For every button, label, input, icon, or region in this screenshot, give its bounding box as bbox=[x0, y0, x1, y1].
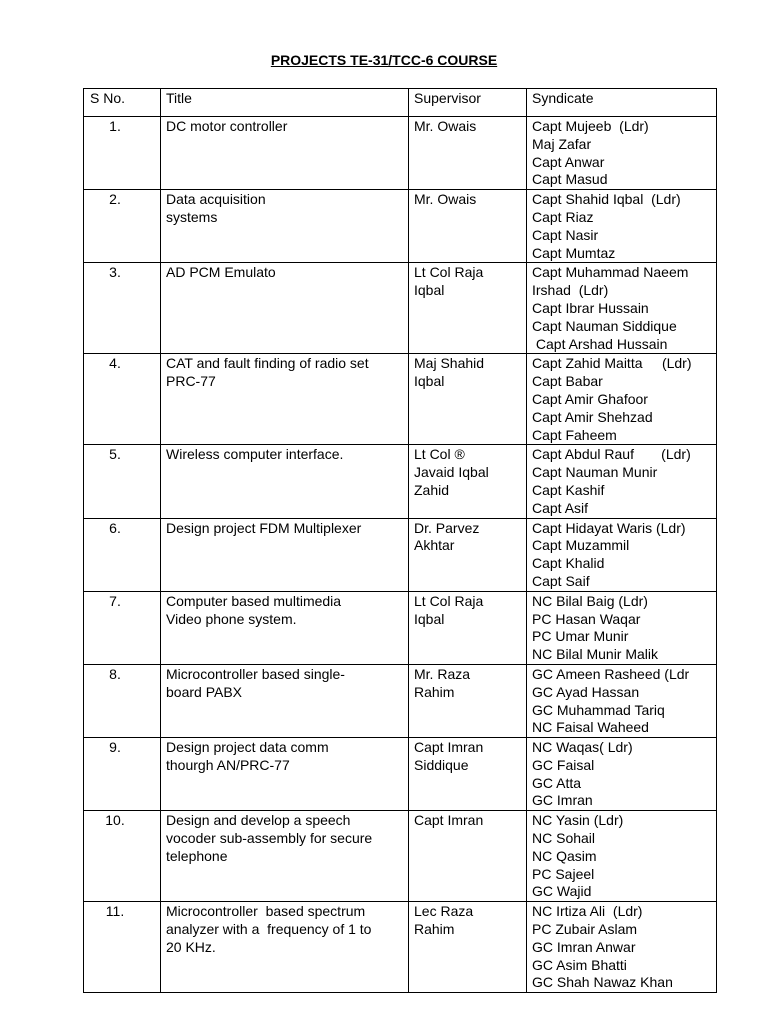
cell-syndicate-line: Capt Abdul Rauf (Ldr) bbox=[532, 446, 691, 463]
cell-syndicate-line: PC Sajeel bbox=[532, 865, 595, 882]
cell-syndicate-line: Capt Hidayat Waris (Ldr) bbox=[532, 519, 686, 536]
cell-title-line: Design and develop a speech bbox=[166, 812, 351, 829]
cell-title bbox=[161, 664, 409, 737]
cell-supervisor bbox=[409, 591, 527, 664]
cell-syndicate bbox=[527, 263, 717, 354]
cell-syndicate-line: Capt Amir Ghafoor bbox=[532, 390, 648, 407]
cell-syndicate bbox=[527, 190, 717, 263]
cell-syndicate-line: GC Muhammad Tariq bbox=[532, 701, 665, 718]
projects-table bbox=[83, 88, 717, 993]
cell-supervisor-line: Iqbal bbox=[414, 373, 445, 390]
cell-syndicate-line: Capt Khalid bbox=[532, 555, 605, 572]
cell-supervisor-line: Dr. Parvez bbox=[414, 519, 480, 536]
cell-supervisor bbox=[409, 190, 527, 263]
cell-syndicate-line: NC Irtiza Ali (Ldr) bbox=[532, 903, 643, 920]
cell-title bbox=[161, 738, 409, 811]
table-row bbox=[84, 738, 717, 811]
cell-supervisor-line: Mr. Owais bbox=[414, 118, 477, 134]
cell-syndicate-line: Capt Shahid Iqbal (Ldr) bbox=[532, 191, 681, 208]
cell-syndicate-line: GC Wajid bbox=[532, 883, 592, 900]
cell-supervisor-line: Siddique bbox=[414, 756, 469, 773]
cell-title-line: PRC-77 bbox=[166, 373, 216, 390]
cell-title-line: 20 KHz. bbox=[166, 938, 216, 955]
page-title: PROJECTS TE-31/TCC-6 COURSE bbox=[270, 52, 498, 68]
cell-syndicate-line: Capt Mumtaz bbox=[532, 244, 616, 261]
cell-supervisor-line: Mr. Owais bbox=[414, 191, 477, 208]
cell-supervisor bbox=[409, 445, 527, 518]
cell-title-line: Design project data comm bbox=[166, 739, 329, 756]
cell-syndicate-line: Capt Arshad Hussain bbox=[532, 335, 668, 352]
cell-syndicate-line: PC Umar Munir bbox=[532, 628, 629, 645]
cell-title bbox=[161, 902, 409, 993]
cell-supervisor bbox=[409, 354, 527, 445]
cell-syndicate-line: NC Bilal Munir Malik bbox=[532, 646, 659, 663]
cell-title-line: vocoder sub-assembly for secure bbox=[166, 830, 373, 847]
cell-title bbox=[161, 811, 409, 902]
cell-title-line: thourgh AN/PRC-77 bbox=[166, 756, 290, 773]
cell-title-line: Video phone system. bbox=[166, 610, 297, 627]
cell-title bbox=[161, 591, 409, 664]
header-title: Title bbox=[161, 89, 409, 117]
cell-supervisor-line: Capt Imran bbox=[414, 739, 484, 756]
cell-syndicate bbox=[527, 591, 717, 664]
table-row bbox=[84, 902, 717, 993]
table-row bbox=[84, 354, 717, 445]
cell-syndicate-line: Capt Nauman Munir bbox=[532, 464, 658, 481]
cell-title-line: Microcontroller based spectrum bbox=[166, 903, 366, 920]
cell-title-line: CAT and fault finding of radio set bbox=[166, 355, 369, 372]
cell-syndicate-line: Capt Nasir bbox=[532, 226, 599, 243]
cell-syndicate bbox=[527, 664, 717, 737]
cell-sno: 7. bbox=[84, 591, 161, 664]
cell-syndicate-line: Capt Kashif bbox=[532, 481, 605, 498]
cell-supervisor-line: Lec Raza bbox=[414, 903, 474, 920]
cell-supervisor bbox=[409, 263, 527, 354]
cell-syndicate-line: Capt Zahid Maitta (Ldr) bbox=[532, 355, 692, 372]
cell-syndicate-line: GC Ayad Hassan bbox=[532, 683, 640, 700]
table-row bbox=[84, 591, 717, 664]
cell-syndicate-line: Capt Amir Shehzad bbox=[532, 408, 653, 425]
cell-syndicate-line: NC Qasim bbox=[532, 847, 597, 864]
cell-title-line: Wireless computer interface. bbox=[166, 446, 344, 463]
cell-sno: 2. bbox=[84, 190, 161, 263]
cell-syndicate-line: GC Faisal bbox=[532, 756, 595, 773]
cell-syndicate-line: Capt Saif bbox=[532, 572, 590, 589]
cell-title bbox=[161, 190, 409, 263]
table-row bbox=[84, 811, 717, 902]
cell-sno: 4. bbox=[84, 354, 161, 445]
cell-supervisor-line: Maj Shahid bbox=[414, 355, 485, 372]
cell-syndicate bbox=[527, 518, 717, 591]
cell-supervisor bbox=[409, 518, 527, 591]
cell-supervisor bbox=[409, 811, 527, 902]
cell-syndicate-line: NC Bilal Baig (Ldr) bbox=[532, 592, 648, 609]
cell-syndicate-line: Capt Anwar bbox=[532, 153, 605, 170]
table-row bbox=[84, 518, 717, 591]
cell-syndicate bbox=[527, 117, 717, 190]
cell-syndicate-line: Capt Babar bbox=[532, 373, 603, 390]
cell-supervisor-line: Iqbal bbox=[414, 610, 445, 627]
cell-title bbox=[161, 445, 409, 518]
header-supervisor: Supervisor bbox=[409, 89, 527, 117]
cell-title-line: systems bbox=[166, 208, 218, 225]
cell-syndicate bbox=[527, 445, 717, 518]
cell-supervisor-line: Mr. Raza bbox=[414, 665, 471, 682]
cell-supervisor bbox=[409, 902, 527, 993]
cell-title-line: AD PCM Emulato bbox=[166, 264, 276, 281]
cell-syndicate-line: Capt Asif bbox=[532, 499, 589, 516]
cell-syndicate-line: Capt Masud bbox=[532, 171, 608, 188]
cell-supervisor-line: Lt Col ® bbox=[414, 446, 465, 463]
cell-syndicate-line: Capt Riaz bbox=[532, 208, 594, 225]
cell-title-line: Data acquisition bbox=[166, 191, 266, 208]
table-row bbox=[84, 664, 717, 737]
header-sno: S No. bbox=[84, 89, 161, 117]
table-row bbox=[84, 445, 717, 518]
cell-syndicate-line: PC Hasan Waqar bbox=[532, 610, 641, 627]
cell-supervisor-line: Capt Imran bbox=[414, 812, 484, 829]
cell-sno: 11. bbox=[84, 902, 161, 993]
cell-syndicate-line: Irshad (Ldr) bbox=[532, 282, 609, 299]
cell-supervisor-line: Lt Col Raja bbox=[414, 592, 484, 609]
cell-syndicate-line: GC Atta bbox=[532, 774, 582, 791]
cell-title bbox=[161, 354, 409, 445]
cell-syndicate-line: NC Waqas( Ldr) bbox=[532, 739, 633, 756]
cell-syndicate bbox=[527, 738, 717, 811]
cell-syndicate bbox=[527, 354, 717, 445]
cell-title-line: analyzer with a frequency of 1 to bbox=[166, 921, 372, 938]
cell-syndicate-line: GC Imran bbox=[532, 792, 593, 809]
table-row bbox=[84, 117, 717, 190]
cell-sno: 6. bbox=[84, 518, 161, 591]
table-header-row bbox=[84, 89, 717, 117]
cell-title-line: telephone bbox=[166, 847, 228, 864]
header-syndicate: Syndicate bbox=[527, 89, 717, 117]
cell-syndicate-line: Maj Zafar bbox=[532, 135, 592, 152]
table-row bbox=[84, 263, 717, 354]
cell-title-line: board PABX bbox=[166, 683, 243, 700]
cell-syndicate-line: GC Imran Anwar bbox=[532, 938, 636, 955]
cell-supervisor-line: Iqbal bbox=[414, 282, 445, 299]
cell-syndicate-line: Capt Muzammil bbox=[532, 537, 630, 554]
cell-supervisor-line: Lt Col Raja bbox=[414, 264, 484, 281]
cell-title bbox=[161, 518, 409, 591]
cell-syndicate-line: Capt Muhammad Naeem bbox=[532, 264, 689, 281]
cell-syndicate-line: GC Shah Nawaz Khan bbox=[532, 974, 673, 991]
cell-syndicate bbox=[527, 902, 717, 993]
cell-sno: 9. bbox=[84, 738, 161, 811]
cell-syndicate-line: GC Asim Bhatti bbox=[532, 956, 627, 973]
cell-syndicate-line: PC Zubair Aslam bbox=[532, 921, 638, 938]
cell-supervisor-line: Rahim bbox=[414, 683, 455, 700]
cell-syndicate-line: NC Sohail bbox=[532, 830, 596, 847]
cell-supervisor-line: Zahid bbox=[414, 481, 450, 498]
table-row bbox=[84, 190, 717, 263]
cell-supervisor bbox=[409, 738, 527, 811]
cell-title-line: Design project FDM Multiplexer bbox=[166, 519, 362, 536]
cell-title-line: DC motor controller bbox=[166, 118, 288, 134]
cell-syndicate-line: Capt Faheem bbox=[532, 426, 617, 443]
cell-sno: 10. bbox=[84, 811, 161, 902]
cell-supervisor-line: Akhtar bbox=[414, 537, 455, 554]
cell-supervisor-line: Javaid Iqbal bbox=[414, 464, 489, 481]
cell-syndicate-line: NC Yasin (Ldr) bbox=[532, 812, 624, 829]
cell-title bbox=[161, 117, 409, 190]
cell-syndicate-line: Capt Nauman Siddique bbox=[532, 317, 677, 334]
cell-sno: 5. bbox=[84, 445, 161, 518]
cell-supervisor bbox=[409, 117, 527, 190]
cell-supervisor-line: Rahim bbox=[414, 921, 455, 938]
cell-syndicate bbox=[527, 811, 717, 902]
cell-title-line: Computer based multimedia bbox=[166, 592, 342, 609]
cell-sno: 1. bbox=[84, 117, 161, 190]
cell-sno: 8. bbox=[84, 664, 161, 737]
cell-syndicate-line: NC Faisal Waheed bbox=[532, 719, 649, 736]
cell-syndicate-line: Capt Mujeeb (Ldr) bbox=[532, 118, 649, 134]
cell-syndicate-line: GC Ameen Rasheed (Ldr bbox=[532, 665, 690, 682]
cell-sno: 3. bbox=[84, 263, 161, 354]
cell-supervisor bbox=[409, 664, 527, 737]
cell-title bbox=[161, 263, 409, 354]
cell-title-line: Microcontroller based single- bbox=[166, 665, 345, 682]
cell-syndicate-line: Capt Ibrar Hussain bbox=[532, 299, 649, 316]
